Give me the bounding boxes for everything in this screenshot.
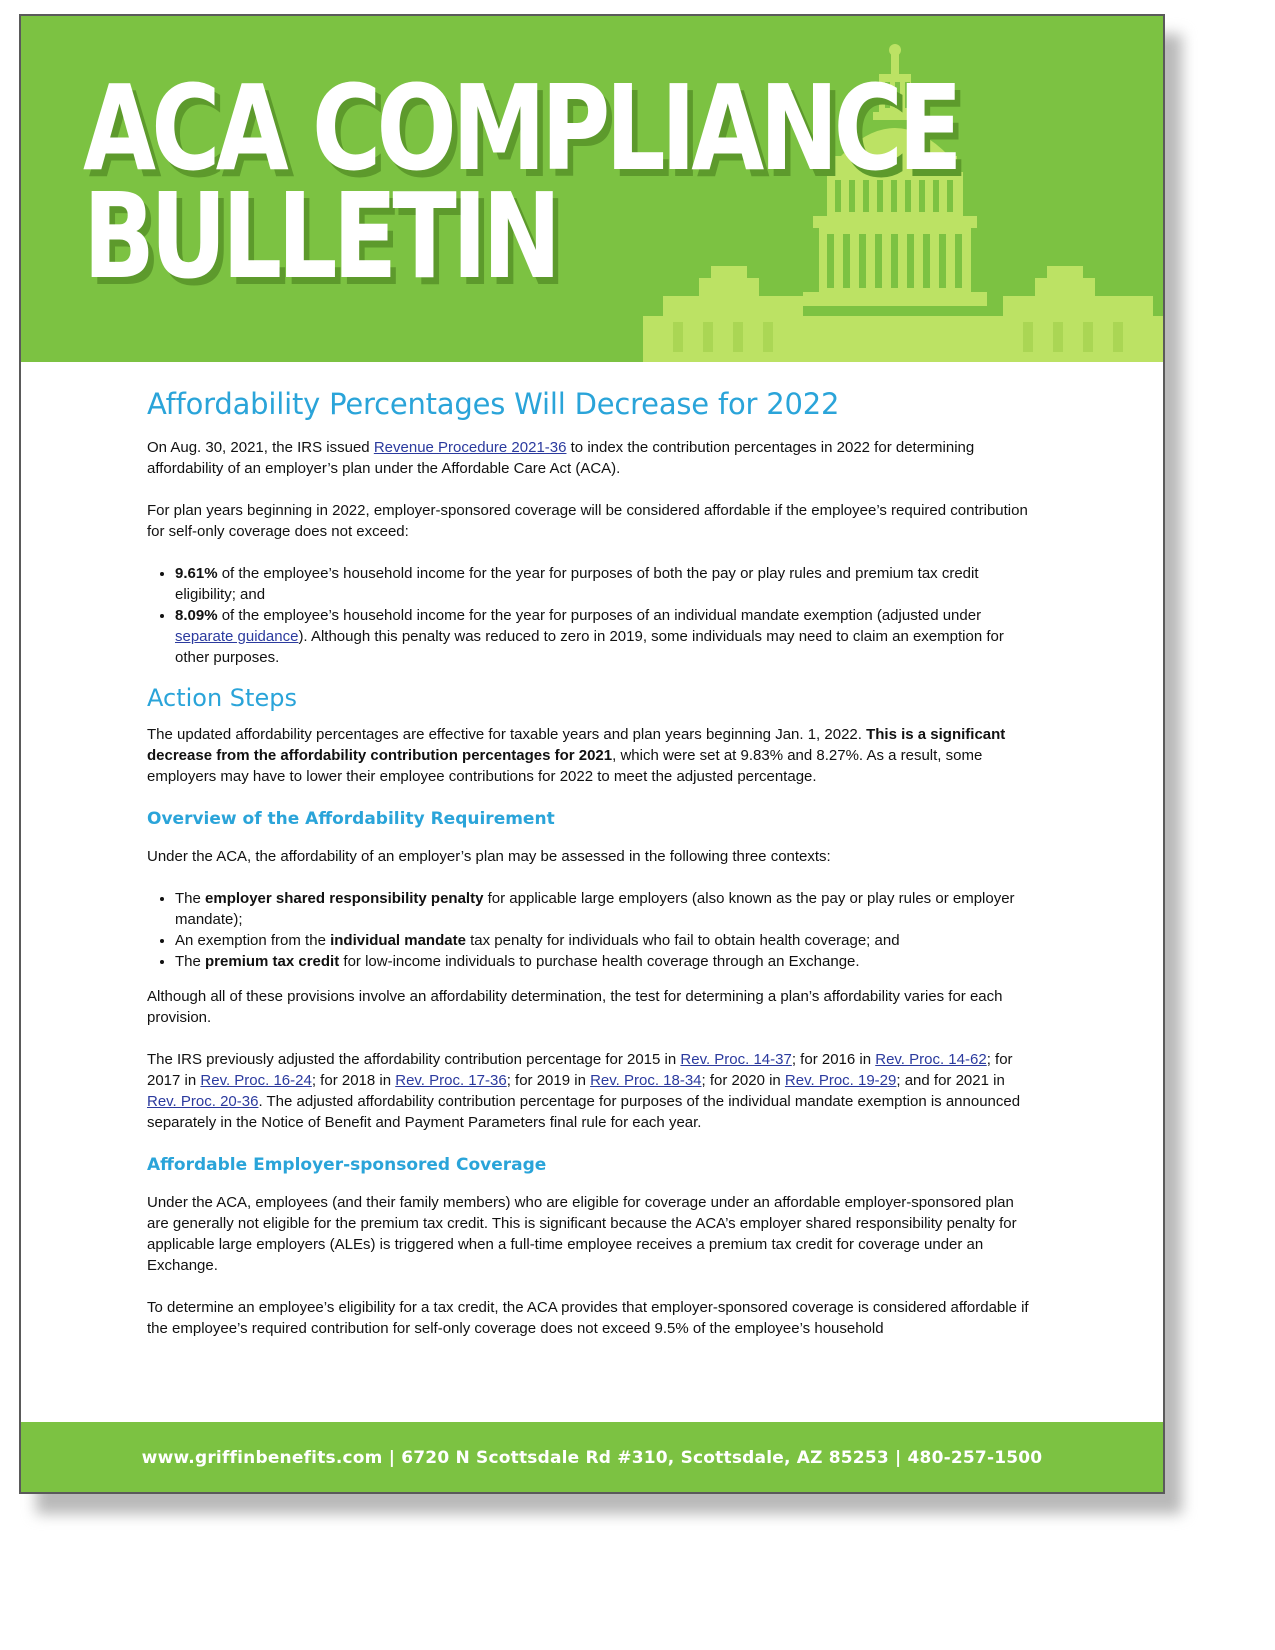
header-banner xyxy=(21,16,1163,362)
rev-proc-14-62-link[interactable]: Rev. Proc. 14-62 xyxy=(875,1051,987,1068)
percentage-value: 8.09% xyxy=(175,607,218,624)
list-item-text: of the employee’s household income for the year for purposes of both the pay or play rules and premium tax credit eligibility; and xyxy=(175,565,979,603)
footer-bar xyxy=(21,1422,1163,1494)
intro-text: On Aug. 30, 2021, the IRS issued xyxy=(147,439,374,456)
rev-proc-19-29-link[interactable]: Rev. Proc. 19-29 xyxy=(784,1072,897,1089)
rev-proc-20-36-link[interactable]: Rev. Proc. 20-36 xyxy=(147,1093,259,1110)
overview-heading: Overview of the Affordability Requirement xyxy=(147,809,555,829)
history-paragraph: The IRS previously adjusted the affordability contribution percentage for 2015 in Rev. Proc. 14-37; for 2016 in Rev. Proc. 14-62; for 2017 in Rev. Proc. 16-24; for 2018 in Rev. Proc. 17-36; for 2019 in Rev. Proc. 18-34; for 2020 in Rev. Proc. 19-29; and for 2021 in Rev. Proc. 20-36. The adjusted affordability contribution percentage for purposes of the individual mandate exemption is announced separately in the Notice of Benefit and Payment Parameters final rule for each year. xyxy=(147,1051,1021,1131)
bulletin-page xyxy=(19,14,1165,1494)
contexts-list xyxy=(147,888,1037,972)
intro-text-end: to index the contribution percentages in 2022 for determining affordability of an employer’s plan under the Affordable Care Act (ACA). xyxy=(147,439,975,477)
rev-proc-14-37-link[interactable]: Rev. Proc. 14-37 xyxy=(680,1051,792,1068)
article-body xyxy=(147,384,1037,1360)
footer-contact-text: www.griffinbenefits.com | 6720 N Scottsdale Rd #310, Scottsdale, AZ 85253 | 480-257-1500 xyxy=(141,1448,1043,1468)
coverage-paragraph-2: To determine an employee’s eligibility for a tax credit, the ACA provides that employer-sponsored coverage is considered affordable if the employee’s required contribution for self-only coverage does not exceed 9.5% of the employee’s household xyxy=(147,1299,1029,1337)
percentage-value: 9.61% xyxy=(175,565,218,582)
provisions-paragraph: Although all of these provisions involve an affordability determination, the test for determining a plan’s affordability varies for each provision. xyxy=(147,988,1003,1026)
separate-guidance-link[interactable]: separate guidance xyxy=(175,628,299,645)
percentages-list xyxy=(147,563,1037,668)
revenue-procedure-link[interactable]: Revenue Procedure 2021-36 xyxy=(373,439,567,456)
rev-proc-18-34-link[interactable]: Rev. Proc. 18-34 xyxy=(590,1072,702,1089)
action-steps-paragraph xyxy=(147,724,1037,787)
bulletin-title xyxy=(83,59,958,305)
action-emphasis: This is a significant decrease from the affordability contribution percentages for 2021 xyxy=(147,726,1006,764)
rev-proc-17-36-link[interactable]: Rev. Proc. 17-36 xyxy=(395,1072,507,1089)
coverage-paragraph-1: Under the ACA, employees (and their family members) who are eligible for coverage under an affordable employer-sponsored plan are generally not eligible for the premium tax credit. This is significant because the ACA’s employer shared responsibility penalty for applicable large employers (ALEs) is triggered when a full-time employee receives a premium tax credit for coverage under an Exchange. xyxy=(147,1194,1017,1274)
bulletin-title-line1: ACA COMPLIANCE xyxy=(83,59,958,197)
rev-proc-16-24-link[interactable]: Rev. Proc. 16-24 xyxy=(200,1072,312,1089)
action-text: The updated affordability percentages are effective for taxable years and plan years beginning Jan. 1, 2022. xyxy=(147,726,867,743)
action-text-end: , which were set at 9.83% and 8.27%. As a result, some employers may have to lower their employee contributions for 2022 to meet the adjusted percentage. xyxy=(147,747,983,785)
overview-intro: Under the ACA, the affordability of an employer’s plan may be assessed in the following three contexts: xyxy=(147,848,831,865)
list-item-text: of the employee’s household income for the year for purposes of an individual mandate exemption (adjusted under xyxy=(217,607,982,624)
plan-years-paragraph: For plan years beginning in 2022, employer-sponsored coverage will be considered affordable if the employee’s required contribution for self-only coverage does not exceed: xyxy=(147,502,1028,540)
list-item: • The employer shared responsibility penalty for applicable large employers (also known as the pay or play rules or employer mandate); xyxy=(175,888,1037,930)
list-item: • An exemption from the individual mandate tax penalty for individuals who fail to obtain health coverage; and xyxy=(175,930,1037,951)
article-headline: Affordability Percentages Will Decrease for 2022 xyxy=(147,387,840,421)
bulletin-title-line2: BULLETIN xyxy=(83,167,557,305)
list-item xyxy=(175,605,1037,668)
intro-paragraph xyxy=(147,437,1037,479)
list-item-text-end: ). Although this penalty was reduced to zero in 2019, some individuals may need to claim an exemption for other purposes. xyxy=(175,628,1004,666)
action-steps-heading: Action Steps xyxy=(147,684,297,712)
list-item xyxy=(175,563,1037,605)
list-item: • The premium tax credit for low-income individuals to purchase health coverage through an Exchange. xyxy=(175,951,1037,972)
coverage-heading: Affordable Employer-sponsored Coverage xyxy=(147,1155,547,1175)
